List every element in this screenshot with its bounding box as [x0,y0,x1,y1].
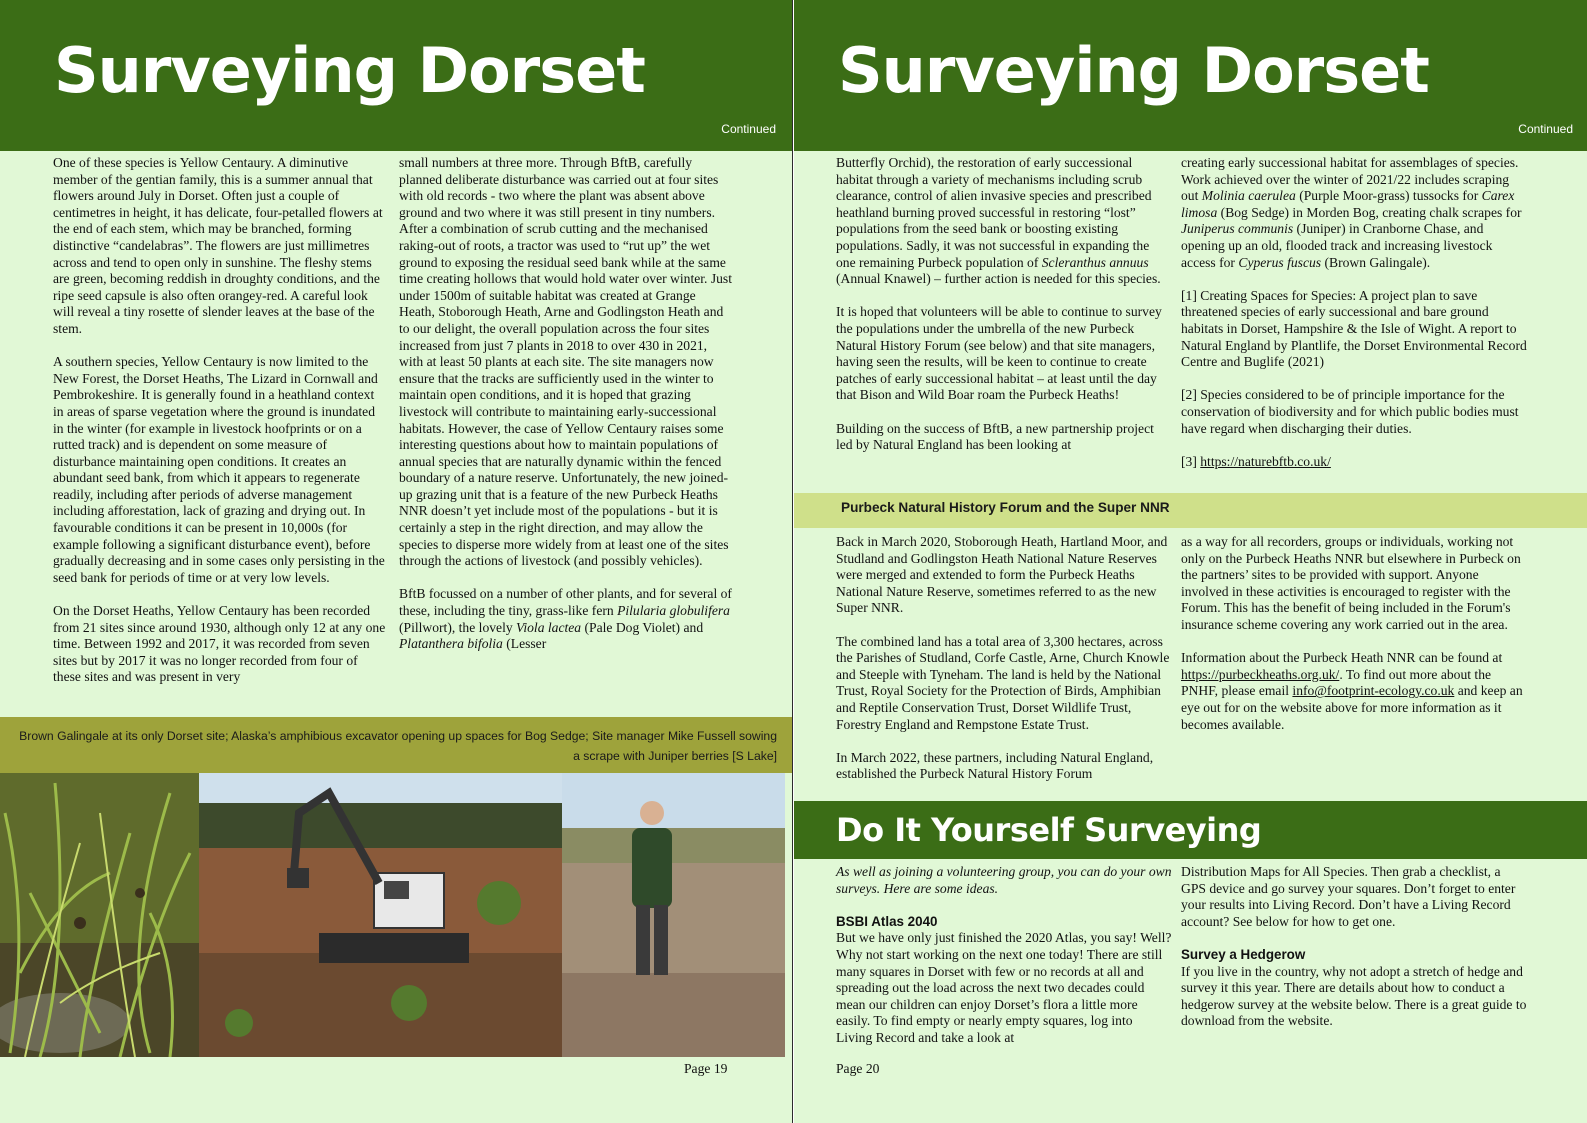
article-column-1 [836,155,1172,454]
reference-1: [1] Creating Spaces for Species: A project plan to save threatened species of early successional and bare ground habitats in Dorset, Hampshire & the Isle of Wight. A report to Natural England by Plantlife, the Dorset Environmental Record Centre and Buglife (2021) [1181,287,1527,370]
article-column-2 [1181,155,1527,470]
photo-brown-galingale [0,773,199,1057]
paragraph: In March 2022, these partners, including Natural England, established the Purbeck Natural History Forum [836,749,1154,782]
reference-2: [2] Species considered to be of principle importance for the conservation of biodiversity and for which public bodies must have regard when discharging their duties. [1181,387,1519,436]
email-link[interactable]: info@footprint-ecology.co.uk [1292,683,1455,699]
paragraph: BftB focussed on a number of other plants, and for several of these, including the tiny, grass-like fern Pilularia globulifera (Pillwort), the lovely Viola lactea (Pale Dog Violet) and Platanthera bifolia (Lesser [399,586,732,652]
article-column-2 [399,155,732,653]
reference-3: [3] https://naturebftb.co.uk/ [1181,453,1331,469]
reference-link[interactable]: https://naturebftb.co.uk/ [1200,453,1331,469]
purbeckheaths-link[interactable]: https://purbeckheaths.org.uk/ [1181,666,1340,682]
paragraph: It is hoped that volunteers will be able to continue to survey the populations under the umbrella of the new Purbeck Natural History Forum (see below) and that site managers, having seen the results, will be keen to continue to create patches of early successional habitat – at least until the day that Bison and Wild Boar roam the Purbeck Heaths! [836,304,1162,403]
photo-excavator [199,773,562,1057]
page-title: Surveying Dorset [838,34,1429,107]
diy-column-1 [836,864,1172,1047]
article-column-1 [53,155,388,686]
page-number: Page 19 [684,1061,728,1076]
paragraph: A southern species, Yellow Centaury is now limited to the New Forest, the Dorset Heaths, The Lizard in Cornwall and Pembrokeshire. It is generally found in a heathland context in areas of sparse vegetation where the ground is inundated in the winter (for example in livestock hoofprints or on a rutted track) and is dependent on some measure of disturbance maintaining open conditions. It creates an abundant seed bank, from which it appears to regenerate readily, including after periods of adverse management including afforestation, lack of grazing and drying out. In favourable conditions it can be present in 10,000s (for example following a significant disturbance event), before gradually decreasing and in some cases only persisting in the seed bank for periods of time or at very low levels. [53,354,385,585]
page-title: Surveying Dorset [54,34,645,107]
subheading-bsbi-atlas: BSBI Atlas 2040 [836,913,938,929]
paragraph: But we have only just finished the 2020 Atlas, you say! Well? Why not start working on the next one today! There are still many squares in Dorset with few or no records at all and spreading out the load across the next two decades could mean our children can enjoy Dorset’s flora a little more easily. To find empty or nearly empty squares, log into Living Record and take a look at [836,930,1172,1045]
photo-caption: Brown Galingale at its only Dorset site; Alaska’s amphibious excavator opening up spaces for Bog Sedge; Site manager Mike Fussell sowing a scrape with Juniper berries [S Lake] [0,717,793,773]
page-19 [0,0,793,1123]
continued-label: Continued [1518,122,1573,136]
paragraph: Information about the Purbeck Heath NNR can be found at https://purbeckheaths.org.uk/. To find out more about the PNHF, please email info@footprint-ecology.co.uk and keep an eye out for on the website above for more information as it becomes available. [1181,650,1523,732]
continued-label: Continued [721,122,776,136]
photo-site-manager [562,773,785,1057]
title-banner [0,0,792,151]
page-20 [794,0,1587,1123]
paragraph: as a way for all recorders, groups or individuals, working not only on the Purbeck Heaths NNR but elsewhere in Purbeck on the partners’ sites to be provided with support. Anyone involved in these activities is encouraged to register with the Forum. This has the benefit of being included in the Forum's insurance scheme covering any work carried out in the area. [1181,534,1521,632]
paragraph: Distribution Maps for All Species. Then grab a checklist, a GPS device and go survey your squares. Don’t forget to enter your results into Living Record. Don’t have a Living Record account? See below for how to get one. [1181,864,1516,929]
forum-section-heading: Purbeck Natural History Forum and the Super NNR [794,493,1587,528]
diy-heading: Do It Yourself Surveying [836,811,1262,849]
paragraph: Back in March 2020, Stoborough Heath, Hartland Moor, and Studland and Godlingston Heath National Nature Reserves were merged and extended to form the Purbeck Heaths National Nature Reserve, sometimes referred to as the new Super NNR. [836,534,1168,616]
page-number: Page 20 [836,1061,880,1076]
paragraph: creating early successional habitat for assemblages of species. Work achieved over the winter of 2021/22 includes scraping out Molinia caerulea (Purple Moor-grass) tussocks for Carex limosa (Bog Sedge) in Morden Bog, creating chalk scrapes for Juniperus communis (Juniper) in Cranborne Chase, and opening up an old, flooded track and increasing livestock access for Cyperus fuscus (Brown Galingale). [1181,155,1522,270]
paragraph: If you live in the country, why not adopt a stretch of hedge and survey it this year. There are details about how to conduct a hedgerow survey at the website below. There is a great guide to download from the website. [1181,963,1527,1029]
paragraph: Butterfly Orchid), the restoration of early successional habitat through a variety of mechanisms including scrub clearance, control of alien invasive species and prescribed heathland burning proved successful in restoring “lost” populations from the seed bank or boosting existing populations. Sadly, it was not successful in expanding the one remaining Purbeck population of Scleranthus annuus (Annual Knawel) – further action is needed for this species. [836,155,1161,287]
diy-intro: As well as joining a volunteering group, you can do your own surveys. Here are some ideas. [836,864,1172,896]
diy-column-2 [1181,864,1527,1030]
subheading-hedgerow: Survey a Hedgerow [1181,946,1306,962]
paragraph: Building on the success of BftB, a new partnership project led by Natural England has been looking at [836,420,1154,453]
paragraph: On the Dorset Heaths, Yellow Centaury has been recorded from 21 sites since around 1930, although only 12 at any one time. Between 1992 and 2017, it was recorded from seven sites but by 2017 it was no longer recorded from four of these sites and was present in very [53,603,386,685]
title-banner [794,0,1587,151]
forum-column-1 [836,534,1172,783]
forum-column-2 [1181,534,1527,733]
diy-section-banner [794,801,1587,859]
paragraph: The combined land has a total area of 3,300 hectares, across the Parishes of Studland, Corfe Castle, Arne, Church Knowle and Steeple with Tyneham. The land is held by the National Trust, Royal Society for the Protection of Birds, Amphibian and Reptile Conservation Trust, Dorset Wildlife Trust, Forestry England and Rempstone Estate Trust. [836,633,1170,732]
paragraph: small numbers at three more. Through BftB, carefully planned deliberate disturbance was carried out at four sites with old records - two where the plant was absent above ground and two where it was still present in tiny numbers. After a combination of scrub cutting and the mechanised raking-out of roots, a tractor was used to “rut up” the wet ground to exposing the residual seed bank while at the same time creating hollows that would hold water over winter. Just under 1500m of suitable habitat was created at Grange Heath, Stoborough Heath, Arne and Godlingston Heath and to our delight, the overall population across the four sites increased from just 7 plants in 2018 to over 430 in 2021, with at least 50 plants at each site. The site managers now ensure that the tracks are sufficiently used in the winter to maintain open conditions, and it is hoped that grazing livestock will contribute to maintaining early-successional habitats. However, the case of Yellow Centaury raises some interesting questions about how to maintain populations of annual species that are naturally dynamic within the fenced boundary of a nature reserve. Unfortunately, the new joined-up grazing unit that is a feature of the new Purbeck Heaths NNR doesn’t yet include most of the populations - but it is certainly a step in the right direction, and may allow the species to disperse more widely from at least one of the sites through the actions of livestock (and possibly vehicles). [399,155,732,569]
paragraph: One of these species is Yellow Centaury. A diminutive member of the gentian family, this is a summer annual that flowers around July in Dorset. Often just a couple of centimetres in height, it has delicate, four-petalled flowers at the end of each stem, which may be branched, forming distinctive “candelabras”. The flowers are just millimetres across and tend to open only in sunshine. The fleshy stems are green, becoming reddish in droughty conditions, and the ripe seed capsule is also often orangey-red. A careful look will reveal a tiny rosette of slender leaves at the base of the stem. [53,155,383,336]
